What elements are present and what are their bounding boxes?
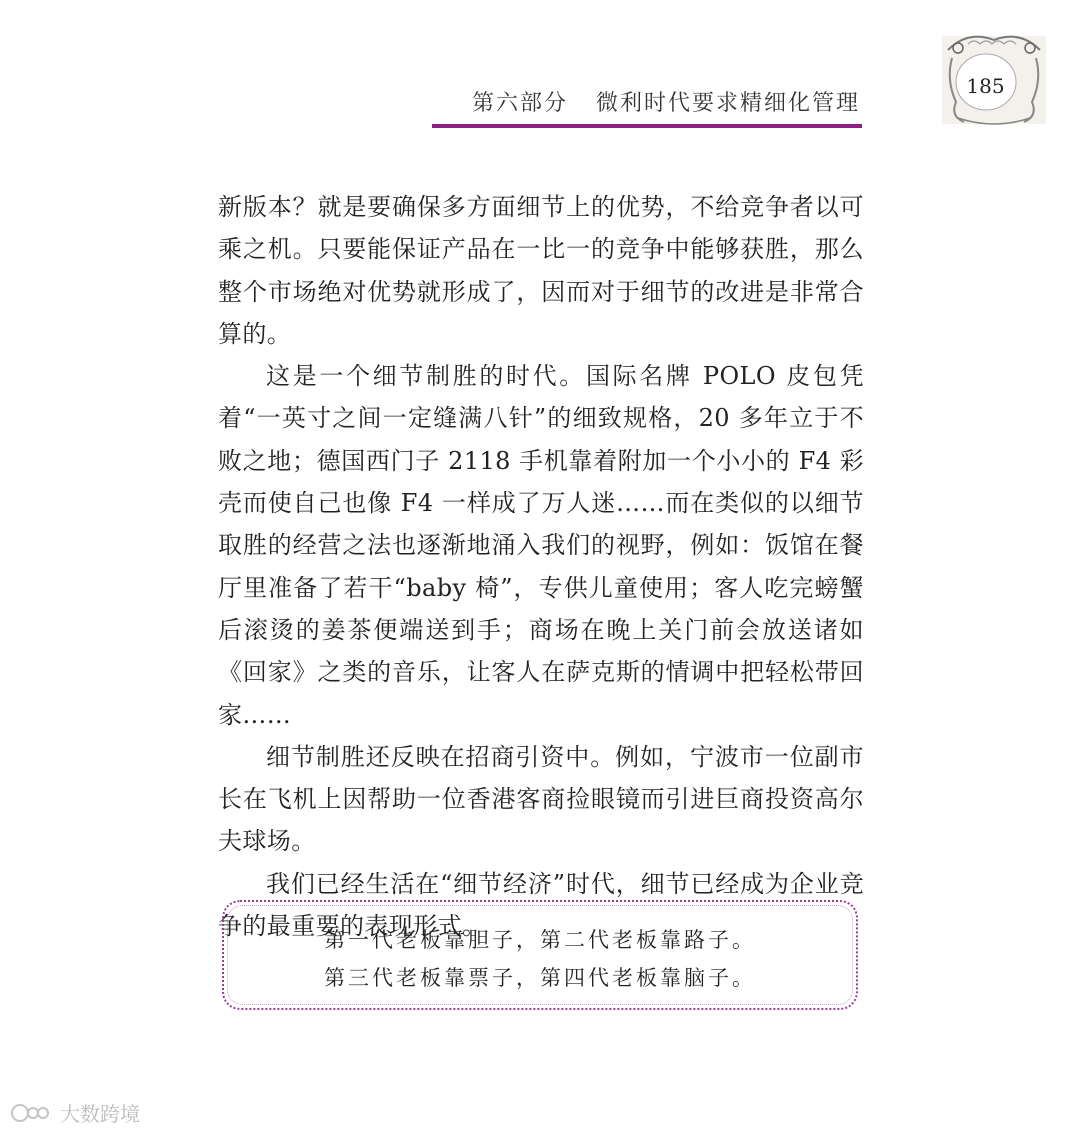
paragraph: 这是一个细节制胜的时代。国际名牌 POLO 皮包凭着“一英寸之间一定缝满八针”的细致规格，20 多年立于不败之地；德国西门子 2118 手机靠着附加一个小小的 F4 彩壳而使自己也像 F4 一样成了万人迷……而在类似的以细节取胜的经营之法也逐渐地涌入我们的视野，例如：饭馆在餐厅里准备了若干“baby 椅”，专供儿童使用；客人吃完螃蟹后滚烫的姜茶便端送到手；商场在晚上关门前会放送诸如《回家》之类的音乐，让客人在萨克斯的情调中把轻松带回家…… xyxy=(218,362,864,729)
part-label: 第六部分 xyxy=(471,91,568,116)
quote-line: 第一代老板靠胆子，第二代老板靠路子。 xyxy=(324,928,756,952)
paragraph: 细节制胜还反映在招商引资中。例如，宁波市一位副市长在飞机上因帮助一位香港客商捡眼镜而引进巨商投资高尔夫球场。 xyxy=(218,742,864,856)
quote-box xyxy=(222,900,858,1010)
header-rule xyxy=(432,124,862,128)
body-text xyxy=(218,186,864,947)
chapter-title: 微利时代要求精细化管理 xyxy=(595,91,860,116)
paragraph: 新版本？就是要确保多方面细节上的优势，不给竞争者以可乘之机。只要能保证产品在一比一的竞争中能够获胜，那么整个市场绝对优势就形成了，因而对于细节的改进是非常合算的。 xyxy=(218,193,864,348)
quote-line: 第三代老板靠票子，第四代老板靠脑子。 xyxy=(324,966,756,990)
watermark-logo-icon xyxy=(10,1101,54,1125)
page-number: 185 xyxy=(966,74,1005,98)
paragraph: 我们已经生活在“细节经济”时代，细节已经成为企业竞争的最重要的表现形式。 xyxy=(218,869,864,941)
watermark xyxy=(10,1098,140,1127)
watermark-text: 大数跨境 xyxy=(60,1102,140,1126)
running-header xyxy=(472,86,860,117)
